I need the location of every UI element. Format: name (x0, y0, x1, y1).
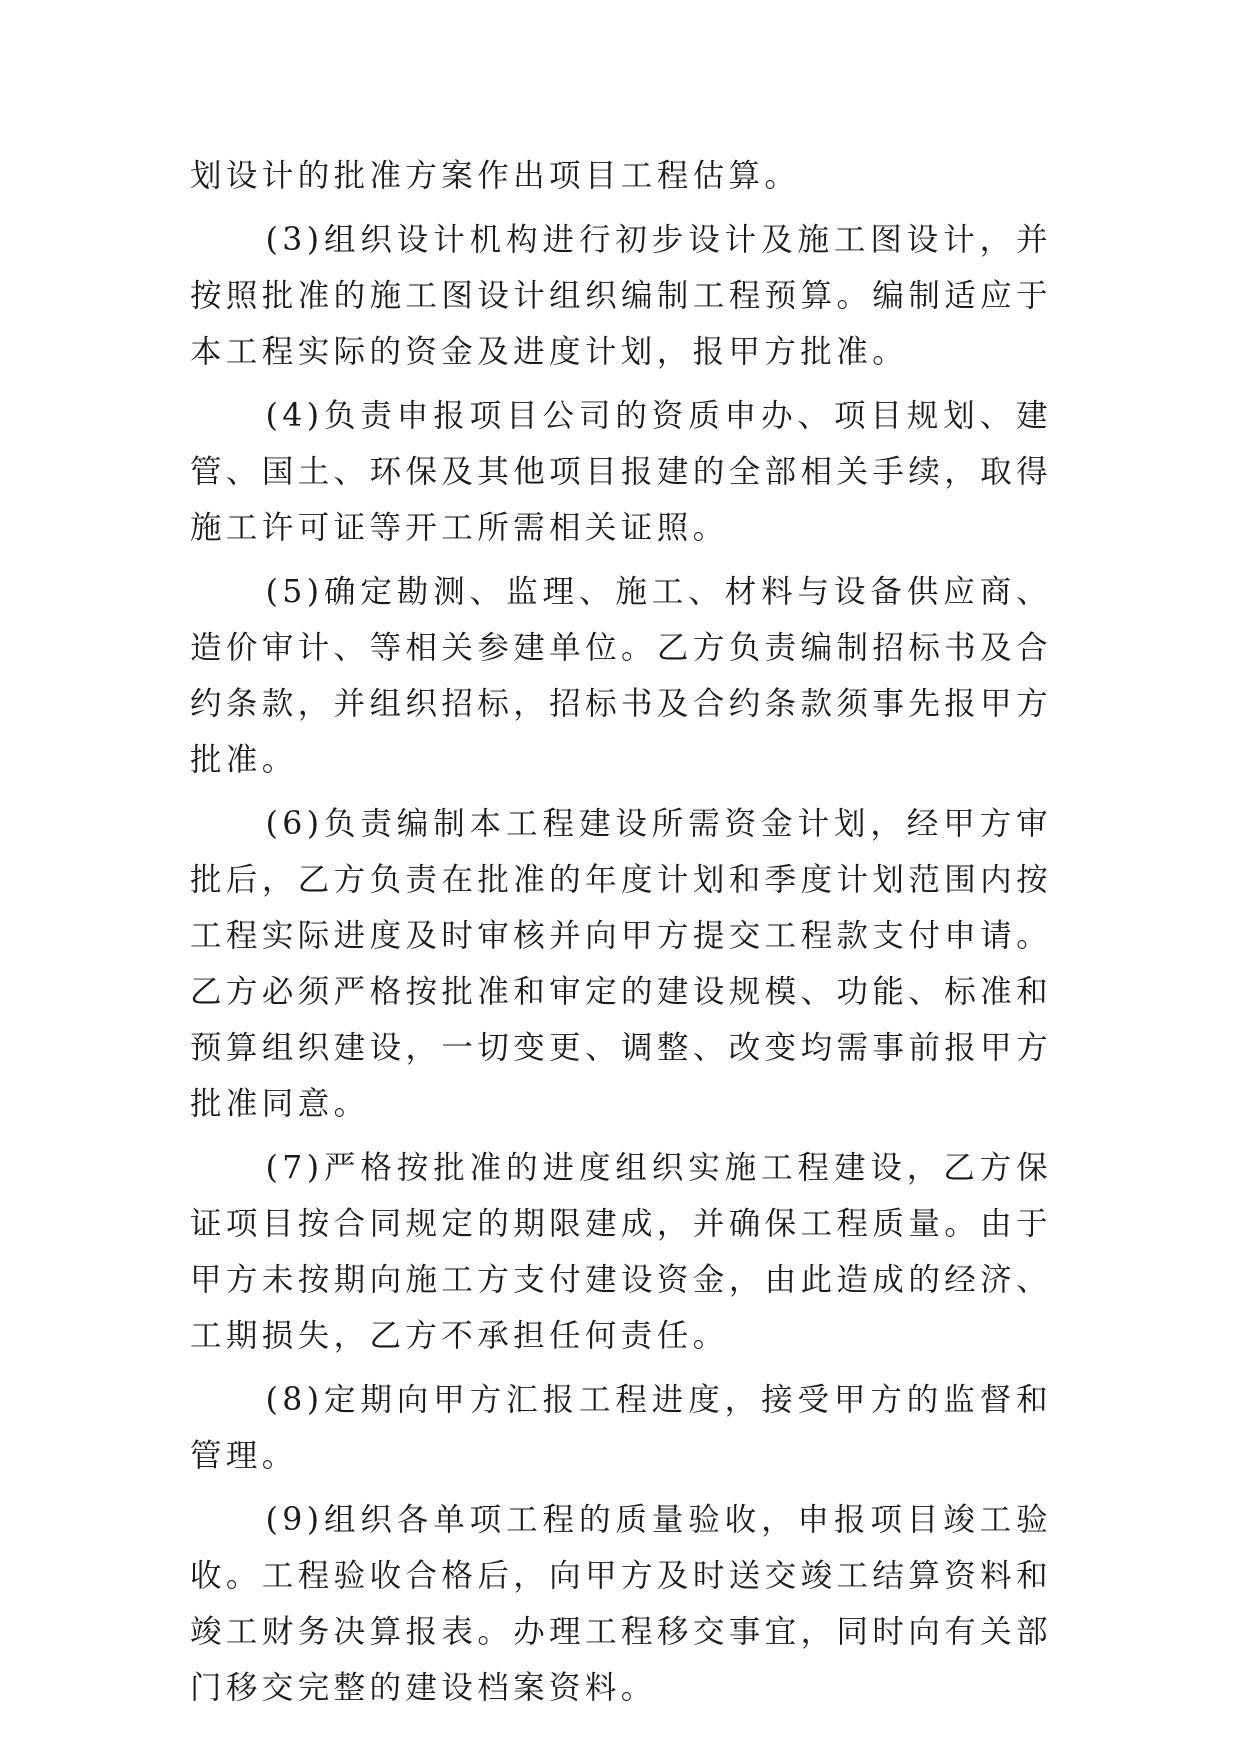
paragraph-item-3: (3)组织设计机构进行初步设计及施工图设计，并按照批准的施工图设计组织编制工程预算。编制适应于本工程实际的资金及进度计划，报甲方批准。 (190, 222, 1052, 370)
paragraph-item-7: (7)严格按批准的进度组织实施工程建设，乙方保证项目按合同规定的期限建成，并确保工程质量。由于甲方未按期向施工方支付建设资金，由此造成的经济、工期损失，乙方不承担任何责任。 (190, 1150, 1052, 1354)
paragraph-item-8: (8)定期向甲方汇报工程进度，接受甲方的监督和管理。 (190, 1382, 1052, 1474)
paragraph-item-6: (6)负责编制本工程建设所需资金计划，经甲方审批后，乙方负责在批准的年度计划和季度计划范围内按工程实际进度及时审核并向甲方提交工程款支付申请。乙方必须严格按批准和审定的建设规模、功能、标准和预算组织建设，一切变更、调整、改变均需事前报甲方批准同意。 (190, 806, 1052, 1122)
paragraph-continuation: 划设计的批准方案作出项目工程估算。 (190, 158, 801, 194)
paragraph-item-9: (9)组织各单项工程的质量验收，申报项目竣工验收。工程验收合格后，向甲方及时送交竣工结算资料和竣工财务决算报表。办理工程移交事宜，同时向有关部门移交完整的建设档案资料。 (190, 1502, 1052, 1706)
paragraph-item-4: (4)负责申报项目公司的资质申办、项目规划、建管、国土、环保及其他项目报建的全部相关手续，取得施工许可证等开工所需相关证照。 (190, 398, 1052, 546)
document-body (190, 148, 1052, 1724)
paragraph-item-5: (5)确定勘测、监理、施工、材料与设备供应商、造价审计、等相关参建单位。乙方负责编制招标书及合约条款，并组织招标，招标书及合约条款须事先报甲方批准。 (190, 574, 1052, 778)
